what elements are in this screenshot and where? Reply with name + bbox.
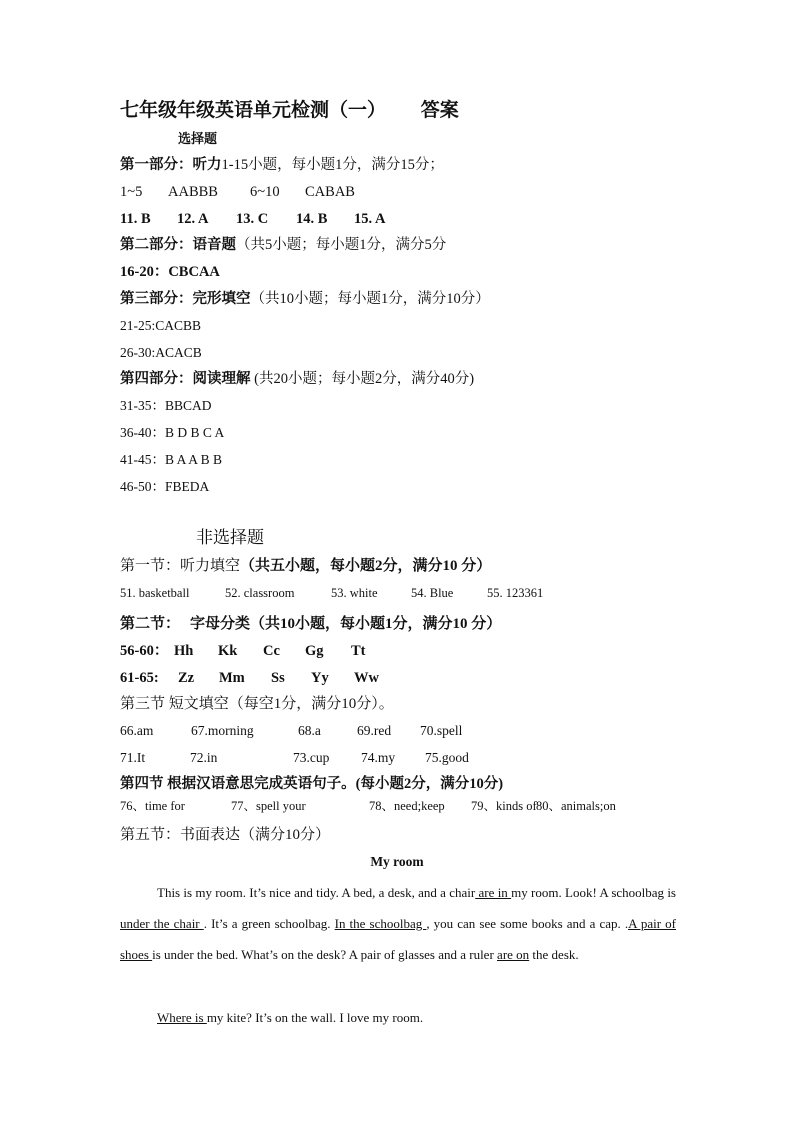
sec1-heading bbox=[120, 556, 491, 576]
answer-cell: 55. 123361 bbox=[487, 586, 544, 600]
section-heading-nonchoice: 非选择题 bbox=[196, 528, 264, 547]
answer-cell: 13. C bbox=[236, 211, 269, 227]
sec1-label: 第一节： bbox=[120, 558, 181, 574]
answer-cell: 71.It bbox=[120, 750, 146, 765]
answer-cell: 66.am bbox=[120, 723, 154, 738]
sec3-heading: 第三节 短文填空（每空1分，满分10分）。 bbox=[120, 696, 394, 712]
section-heading-choice: 选择题 bbox=[178, 131, 218, 146]
range-cell: 56-60： bbox=[120, 643, 169, 659]
essay-text: . It’s a green schoolbag. bbox=[203, 916, 335, 931]
part1-label: 第一部分：听力 bbox=[120, 157, 222, 173]
essay-text: my room. Look! A schoolbag is bbox=[511, 885, 676, 900]
answer-cell: Zz bbox=[178, 670, 195, 686]
answer-cell: 51. basketball bbox=[120, 586, 190, 600]
part3-answer-2: 26-30:ACACB bbox=[120, 345, 202, 360]
part2-rest: （共5小题；每小题1分，满分5分 bbox=[236, 237, 447, 253]
answer-cell: 14. B bbox=[296, 211, 328, 227]
part1-answers-1 bbox=[120, 182, 355, 202]
sec1-rest: （共五小题，每小题2分，满分10 分） bbox=[240, 558, 492, 574]
answer-cell: AABBB bbox=[168, 184, 218, 200]
title-suffix: 答案 bbox=[420, 100, 459, 121]
answer-cell: 11. B bbox=[120, 211, 151, 227]
essay-blank: A pair of shoes bbox=[120, 916, 676, 962]
answer-cell: 78、need;keep bbox=[369, 799, 445, 813]
answer-cell: 54. Blue bbox=[411, 586, 454, 600]
answer-cell: 53. white bbox=[331, 586, 378, 600]
answer-cell: CABAB bbox=[305, 184, 355, 200]
answer-cell: 67.morning bbox=[191, 723, 254, 738]
answer-cell: 79、kinds of bbox=[471, 799, 537, 813]
part2-answer: 16-20：CBCAA bbox=[120, 264, 220, 280]
part1-heading bbox=[120, 155, 444, 175]
essay-paragraph-2 bbox=[120, 1002, 676, 1033]
essay-blank: Where is bbox=[157, 1010, 207, 1025]
answer-cell: Tt bbox=[351, 643, 366, 659]
answer-cell: 15. A bbox=[354, 211, 386, 227]
answer-cell: Gg bbox=[305, 643, 324, 659]
sec3-row-1 bbox=[120, 721, 462, 741]
title-text: 七年级年级英语单元检测（一） bbox=[120, 100, 387, 121]
part3-rest: （共10小题；每小题1分，满分10分） bbox=[250, 291, 490, 307]
part4-answer-4: 46-50：FBEDA bbox=[120, 479, 210, 494]
answer-cell: 1~5 bbox=[120, 184, 143, 200]
answer-cell: 77、spell your bbox=[231, 799, 306, 813]
sec4-heading: 第四节 根据汉语意思完成英语句子。(每小题2分，满分10分) bbox=[120, 776, 504, 792]
essay-blank: under the chair bbox=[120, 916, 204, 931]
answer-cell: Cc bbox=[263, 643, 280, 659]
essay-text: my kite? It’s on the wall. I love my room. bbox=[206, 1010, 424, 1025]
part3-label: 第三部分：完形填空 bbox=[120, 291, 251, 307]
answer-cell: 72.in bbox=[190, 750, 218, 765]
sec2-row-2 bbox=[120, 668, 379, 688]
essay-paragraph-1 bbox=[120, 877, 676, 970]
answer-cell: Hh bbox=[174, 643, 194, 659]
essay-text: the desk. bbox=[529, 947, 579, 962]
answer-cell: 73.cup bbox=[293, 750, 330, 765]
answer-cell: Ww bbox=[354, 670, 379, 686]
answer-cell: 12. A bbox=[177, 211, 209, 227]
answer-cell: 76、time for bbox=[120, 799, 185, 813]
part2-label: 第二部分：语音题 bbox=[120, 237, 236, 253]
answer-cell: Kk bbox=[218, 643, 238, 659]
part2-heading bbox=[120, 235, 446, 255]
part4-rest: (共20小题；每小题2分，满分40分) bbox=[254, 371, 475, 387]
answer-cell: Yy bbox=[311, 670, 329, 686]
answer-cell: 69.red bbox=[357, 723, 392, 738]
essay-text: This is my room. It’s nice and tidy. A bed, a desk, and a chair bbox=[157, 885, 476, 900]
answer-cell: 80、animals;on bbox=[536, 799, 616, 813]
sec2-row-1 bbox=[120, 641, 366, 661]
part1-rest: 1-15小题，每小题1分，满分15分； bbox=[221, 157, 444, 173]
essay-text: is under the bed. What’s on the desk? A pair of glasses and a ruler bbox=[152, 947, 498, 962]
essay-blank: In the schoolbag bbox=[334, 916, 427, 931]
answer-cell: 75.good bbox=[425, 750, 469, 765]
sec1-answers bbox=[120, 583, 543, 603]
answer-cell: 74.my bbox=[361, 750, 396, 765]
sec2-rest: 字母分类（共10小题，每小题1分，满分10 分） bbox=[190, 616, 502, 632]
part4-heading bbox=[120, 369, 474, 389]
essay-title: My room bbox=[370, 854, 424, 869]
essay-blank: are on bbox=[497, 947, 530, 962]
answer-cell: Mm bbox=[219, 670, 245, 686]
essay-text: , you can see some books and a cap. . bbox=[426, 916, 629, 931]
page-title bbox=[120, 99, 459, 123]
answer-cell: Ss bbox=[271, 670, 285, 686]
part1-answers-2 bbox=[120, 209, 385, 229]
sec3-row-2 bbox=[120, 748, 469, 768]
part4-label: 第四部分：阅读理解 bbox=[120, 371, 255, 387]
part4-answer-3: 41-45：B A A B B bbox=[120, 452, 223, 467]
answer-cell: 70.spell bbox=[420, 723, 463, 738]
sec4-answers bbox=[120, 796, 616, 816]
sec2-heading bbox=[120, 614, 501, 634]
sec5-heading: 第五节：书面表达（满分10分） bbox=[120, 827, 331, 843]
range-cell: 61-65: bbox=[120, 670, 159, 686]
answer-cell: 6~10 bbox=[250, 184, 280, 200]
essay-blank: are in bbox=[475, 885, 512, 900]
part4-answer-2: 36-40：B D B C A bbox=[120, 425, 225, 440]
answer-cell: 52. classroom bbox=[225, 586, 295, 600]
part3-answer-1: 21-25:CACBB bbox=[120, 318, 202, 333]
part3-heading bbox=[120, 289, 490, 309]
answer-cell: 68.a bbox=[298, 723, 321, 738]
sec1-label-plain: 听力填空 bbox=[180, 558, 241, 574]
part4-answer-1: 31-35：BBCAD bbox=[120, 398, 212, 413]
sec2-label: 第二节： bbox=[120, 616, 181, 632]
